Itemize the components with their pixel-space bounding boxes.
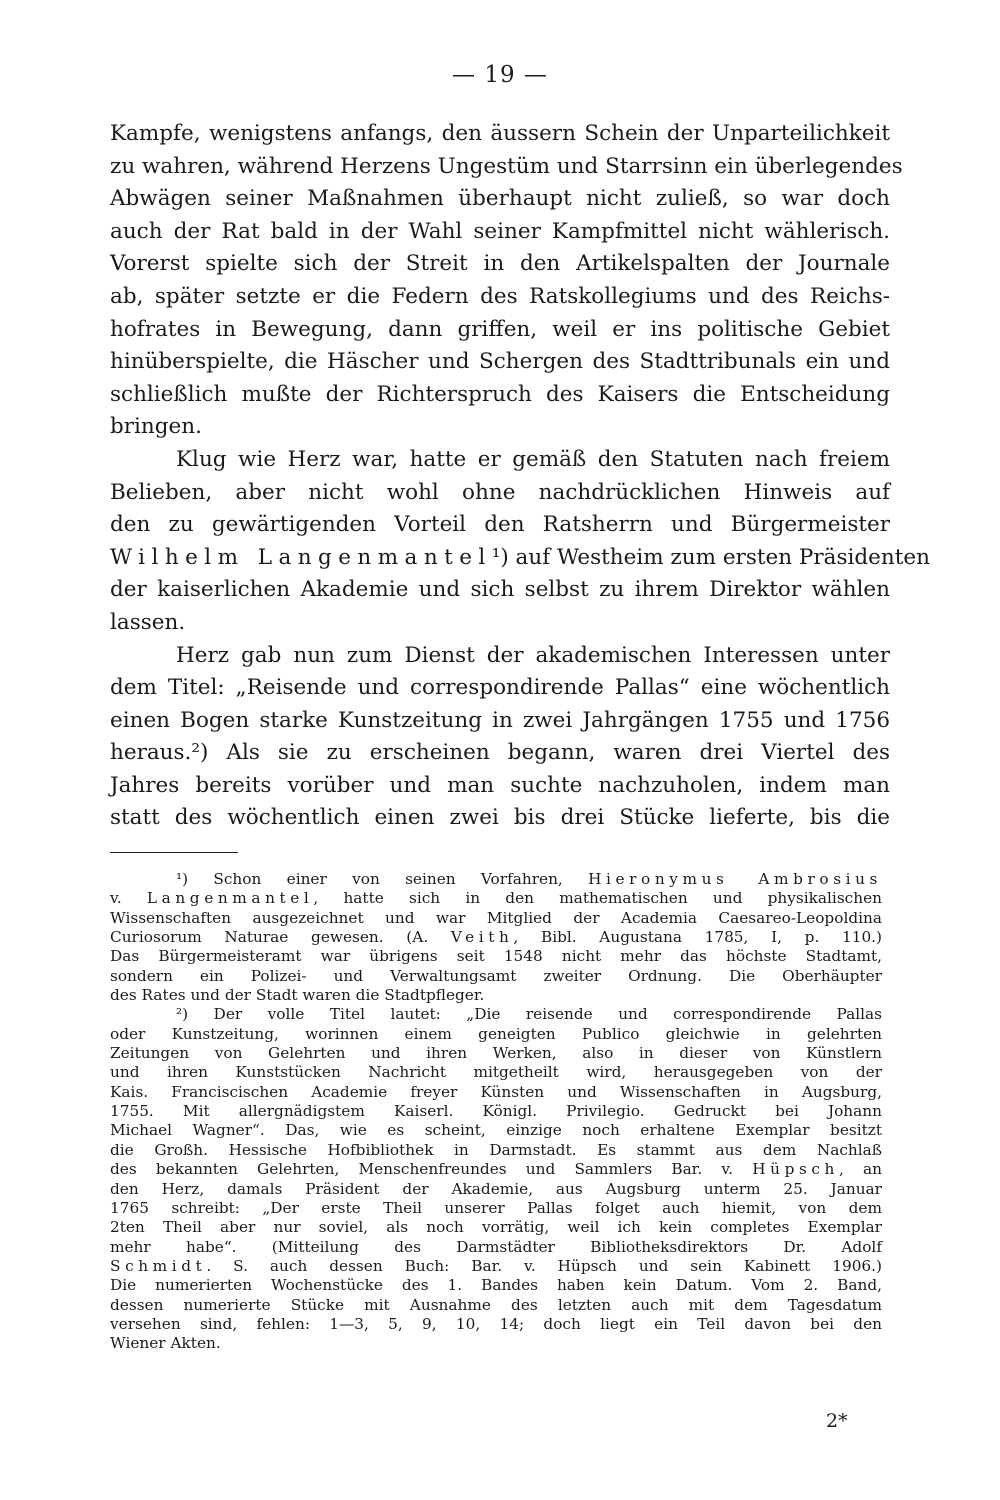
footnote-line (110, 1334, 882, 1353)
text-line: Abwägen seiner Maßnahmen überhaupt nicht zuließ, so war doch (110, 186, 890, 212)
text-line: der kaiserlichen Akademie und sich selbst zu ihrem Direktor wählen (110, 577, 890, 603)
footnotes-block (110, 870, 882, 1354)
text-run: 2ten Theil aber nur soviel, als noch vorrätig, weil ich kein completes Exemplar (110, 1218, 882, 1237)
footnote-line (110, 1121, 882, 1140)
text-line: Kampfe, wenigstens anfangs, den äussern Schein der Unparteilichkeit (110, 121, 890, 146)
spaced-name: Hieronymus Ambrosius (588, 870, 883, 888)
text-run: Michael Wagner“. Das, wie es scheint, einzige noch erhaltene Exemplar besitzt (110, 1121, 882, 1140)
text-run: oder Kunstzeitung, worinnen einem geneigten Publico gleichwie in gelehrten (110, 1024, 882, 1043)
text-run: dessen numerierte Stücke mit Ausnahme des letzten auch mit dem Tagesdatum (110, 1295, 882, 1314)
footnote-line (110, 1025, 882, 1044)
text-line (110, 542, 930, 575)
footnote-line (110, 1315, 882, 1334)
text-run: Die numerierten Wochenstücke des 1. Bandes haben kein Datum. Vom 2. Band, (110, 1276, 882, 1295)
text-line: auch der Rat bald in der Wahl seiner Kampfmittel nicht wählerisch. (110, 218, 890, 244)
text-run: Wissenschaften ausgezeichnet und war Mitglied der Academia Caesareo-Leopoldina (110, 908, 882, 927)
text-run: Curiosorum Naturae gewesen. (A. (110, 928, 451, 947)
footnote-line (110, 1276, 882, 1295)
text-run: Kais. Franciscischen Academie freyer Künsten und Wissenschaften in Augsburg, (110, 1082, 882, 1101)
footnote-line (110, 967, 882, 986)
text-line: Jahres bereits vorüber und man suchte nachzuholen, indem man (110, 772, 890, 798)
text-line: Belieben, aber nicht wohl ohne nachdrücklichen Hinweis auf (110, 479, 890, 505)
text-run: . S. auch dessen Buch: Bar. v. Hüpsch und sein Kabinett 1906.) (206, 1256, 882, 1275)
text-run: Zeitungen von Gelehrten und ihren Werken, also in dieser von Künstlern (110, 1044, 882, 1063)
text-run: des bekannten Gelehrten, Menschenfreundes und Sammlers Bar. v. (110, 1160, 753, 1179)
footnote-line (110, 1180, 882, 1199)
spaced-name: Langenmantel (146, 889, 314, 908)
text-run: Das Bürgermeisteramt war übrigens seit 1548 nicht mehr das höchste Stadtamt, (110, 947, 882, 966)
text-run: ²) Der volle Titel lautet: „Die reisende und correspondirende Pallas (176, 1005, 882, 1024)
text-run: , Bibl. Augustana 1785, I, p. 110.) (513, 928, 883, 947)
text-line: einen Bogen starke Kunstzeitung in zwei Jahrgängen 1755 und 1756 (110, 707, 890, 733)
footnote-line (110, 928, 882, 947)
footnote-line (110, 1160, 882, 1179)
text-line: dem Titel: „Reisende und correspondirende Pallas“ eine wöchentlich (110, 675, 890, 701)
text-line: hofrates in Bewegung, dann griffen, weil er ins politische Gebiet (110, 316, 890, 342)
text-line: statt des wöchentlich einen zwei bis drei Stücke lieferte, bis die (110, 805, 890, 831)
footnote-separator (110, 852, 238, 853)
text-run: mehr habe“. (Mitteilung des Darmstädter Bibliotheksdirektors Dr. Adolf (110, 1237, 882, 1256)
text-line: schließlich mußte der Richterspruch des Kaisers die Entscheidung (110, 381, 890, 407)
spaced-name: Hüpsch (752, 1160, 839, 1179)
text-run: den Herz, damals Präsident der Akademie, aus Augsburg unterm 25. Januar (110, 1179, 882, 1198)
text-run: , an (839, 1160, 882, 1179)
text-line: lassen. (110, 609, 186, 635)
text-run: versehen sind, fehlen: 1—3, 5, 9, 10, 14; doch liegt ein Teil davon bei den (110, 1314, 882, 1333)
text-run: ¹) Schon einer von seinen Vorfahren, (176, 870, 589, 888)
footnote-line (110, 1005, 882, 1024)
footnote-line (110, 1102, 882, 1121)
spaced-name: Wilhelm Langenmantel (110, 544, 492, 570)
footnote-line (110, 947, 882, 966)
text-run: ¹) auf Westheim zum ersten Präsidenten (491, 544, 930, 570)
footnote-line (110, 1063, 882, 1082)
text-run: sondern ein Polizei- und Verwaltungsamt zweiter Ordnung. Die Oberhäupter (110, 966, 882, 985)
text-line: Herz gab nun zum Dienst der akademischen Interessen unter (176, 642, 890, 668)
spaced-name: Schmidt (110, 1256, 207, 1275)
text-run: 1755. Mit allergnädigstem Kaiserl. Königl. Privilegio. Gedruckt bei Johann (110, 1102, 882, 1121)
footnote-line (110, 1199, 882, 1218)
text-run: , hatte sich in den mathematischen und physikalischen (313, 889, 882, 908)
page-number: — 19 — (452, 62, 548, 88)
footnote-line (110, 1044, 882, 1063)
footnote-line (110, 1141, 882, 1160)
text-run: und ihren Kunststücken Nachricht mitgetheilt wird, herausgegeben von der (110, 1063, 882, 1082)
footnote-line (110, 1257, 882, 1276)
footnote-line (110, 1238, 882, 1257)
text-line: heraus.²) Als sie zu erscheinen begann, waren drei Viertel des (110, 740, 890, 766)
footnote-line (110, 909, 882, 928)
text-line: bringen. (110, 414, 202, 440)
text-line: Vorerst spielte sich der Streit in den Artikelspalten der Journale (110, 251, 890, 277)
footnote-line (110, 889, 882, 908)
text-run: die Großh. Hessische Hofbibliothek in Darmstadt. Es stammt aus dem Nachlaß (110, 1140, 882, 1159)
text-line: Klug wie Herz war, hatte er gemäß den Statuten nach freiem (176, 446, 890, 472)
footnote-line (110, 1083, 882, 1102)
text-run: des Rates und der Stadt waren die Stadtpfleger. (110, 986, 485, 1005)
signature-mark: 2* (826, 1410, 848, 1432)
text-run: 1765 schreibt: „Der erste Theil unserer Pallas folget auch hiemit, von dem (110, 1198, 882, 1217)
footnote-line (110, 1296, 882, 1315)
text-run: Wiener Akten. (110, 1334, 221, 1353)
spaced-name: Veith (450, 928, 514, 947)
main-text-body (110, 118, 930, 835)
text-line: ab, später setzte er die Federn des Ratskollegiums und des Reichs- (110, 283, 890, 309)
footnote-line (110, 986, 882, 1005)
text-line: hinüberspielte, die Häscher und Schergen des Stadttribunals ein und (110, 349, 890, 375)
footnote-line (110, 1218, 882, 1237)
text-line: zu wahren, während Herzens Ungestüm und Starrsinn ein überlegendes (110, 153, 903, 179)
footnote-line (110, 870, 882, 889)
text-line: den zu gewärtigenden Vorteil den Ratsherrn und Bürgermeister (110, 512, 890, 538)
text-run: v. (110, 889, 147, 908)
